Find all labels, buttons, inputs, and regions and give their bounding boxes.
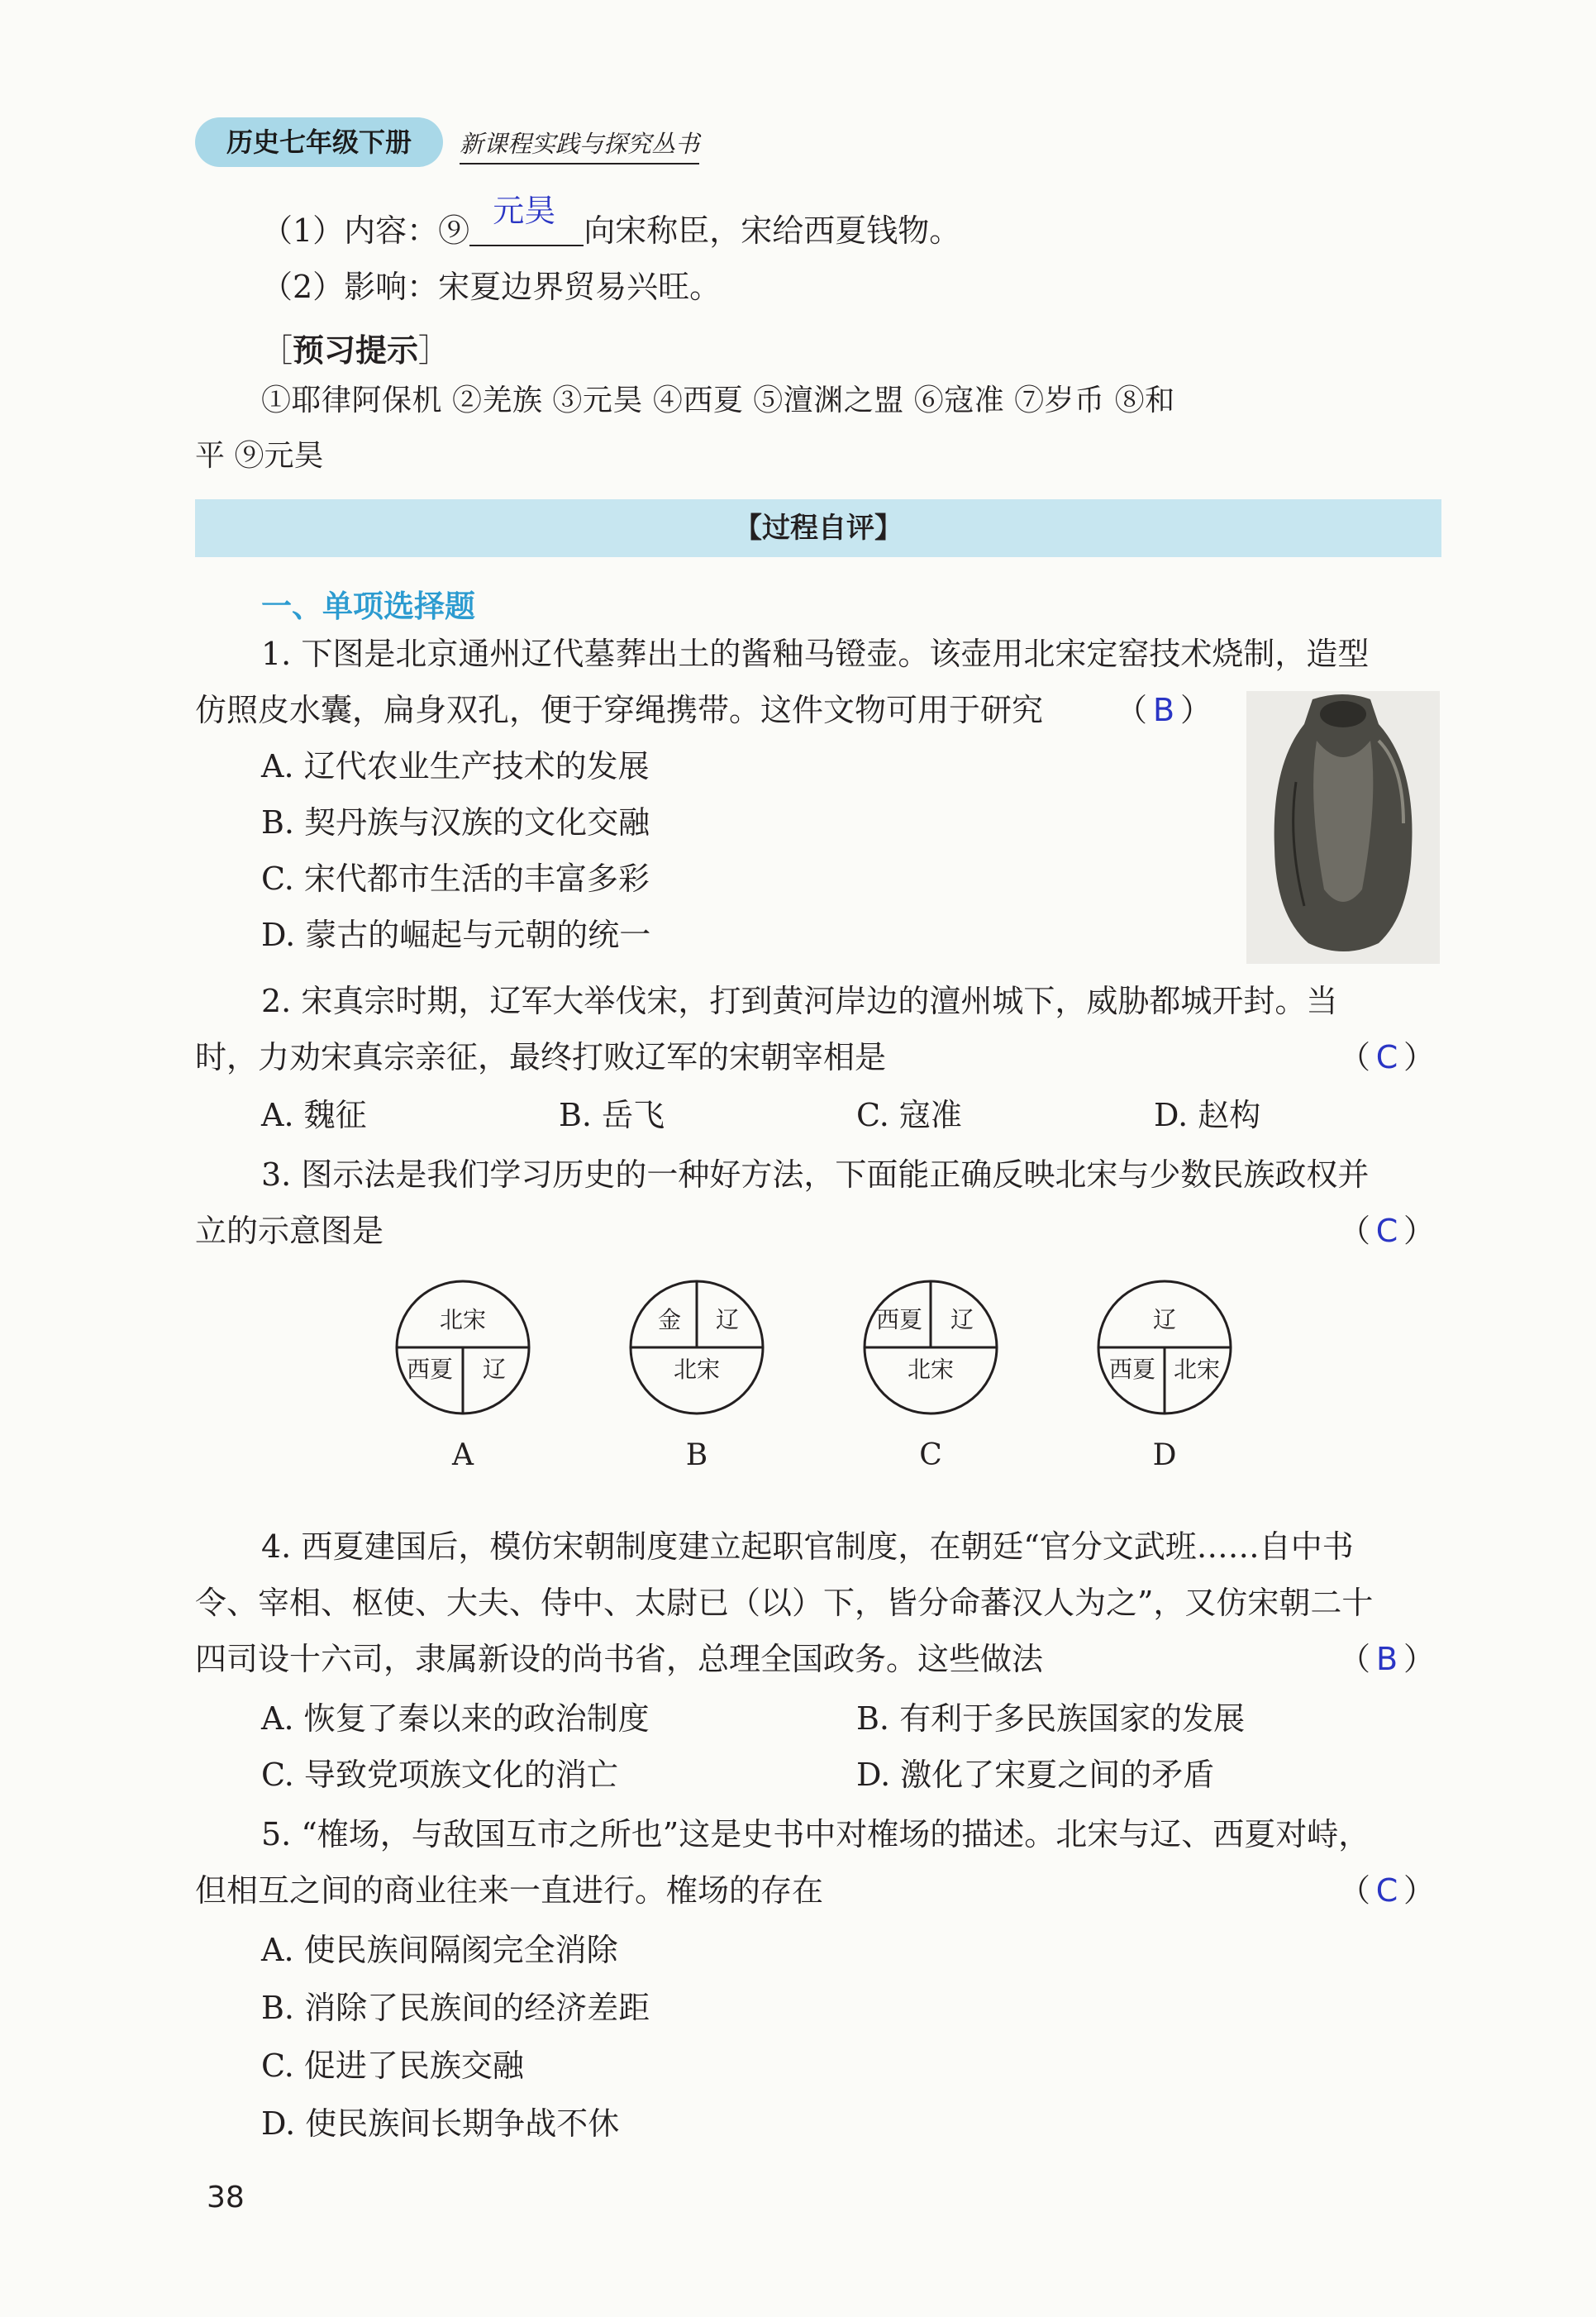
- diagram-d-label: D: [1152, 1438, 1177, 1472]
- q1-option-a: A. 辽代农业生产技术的发展: [261, 748, 650, 784]
- diagram-b-label: B: [685, 1438, 708, 1472]
- diagram-a-left: 西夏: [406, 1356, 454, 1383]
- q5-option-b: B. 消除了民族间的经济差距: [261, 1990, 650, 2026]
- q1-option-b: B. 契丹族与汉族的文化交融: [261, 804, 650, 841]
- q4-option-c: C. 导致党项族文化的消亡: [261, 1757, 618, 1793]
- diagram-c-label: C: [919, 1438, 942, 1472]
- section-heading: 一、单项选择题: [261, 589, 475, 624]
- preview-label: [261, 325, 450, 370]
- page-number: 38: [207, 2181, 245, 2214]
- preview-line-2: 平 ⑨元昊: [195, 439, 324, 473]
- bracket-close: ］: [418, 332, 450, 369]
- q4-option-d: D. 激化了宋夏之间的矛盾: [856, 1757, 1215, 1793]
- q2-answer-paren: （ C ）: [1339, 1039, 1436, 1075]
- stirrup-pot-image: [1246, 691, 1440, 964]
- q5-line-2: 但相互之间的商业往来一直进行。榷场的存在: [195, 1872, 824, 1909]
- q4-option-a: A. 恢复了秦以来的政治制度: [261, 1700, 650, 1737]
- preview-label-text: 预习提示: [293, 332, 419, 369]
- diagram-d-left: 西夏: [1108, 1356, 1156, 1383]
- polity-diagrams: [380, 1273, 1289, 1488]
- q2-option-d: D. 赵构: [1154, 1097, 1261, 1133]
- diagram-a-right: 辽: [482, 1356, 507, 1383]
- q2-line-2: 时，力劝宋真宗亲征，最终打败辽军的宋朝宰相是: [195, 1039, 887, 1075]
- diagram-b-bottom: 北宋: [673, 1356, 721, 1383]
- series-title: 新课程实践与探究丛书: [460, 126, 699, 164]
- diagram-c-right: 辽: [950, 1306, 974, 1333]
- book-title-tab: 历史七年级下册: [195, 117, 443, 167]
- diagram-d-top: 辽: [1152, 1306, 1177, 1333]
- q1-option-d: D. 蒙古的崛起与元朝的统一: [261, 917, 651, 953]
- q3-answer-paren: （ C ）: [1339, 1213, 1436, 1249]
- q3-line-2: 立的示意图是: [195, 1213, 384, 1249]
- content-prefix: （1）内容：⑨: [261, 212, 470, 249]
- diagram-a-top: 北宋: [439, 1306, 487, 1333]
- q2-option-c: C. 寇准: [856, 1097, 962, 1133]
- diagram-b-left: 金: [657, 1306, 682, 1333]
- diagram-b-right: 辽: [715, 1306, 740, 1333]
- q2-option-a: A. 魏征: [261, 1097, 367, 1133]
- q5-option-d: D. 使民族间长期争战不休: [261, 2105, 620, 2142]
- q2-answer: C: [1375, 1039, 1398, 1075]
- content-line-1: [261, 193, 961, 249]
- q4-answer: B: [1375, 1641, 1398, 1677]
- q5-option-c: C. 促进了民族交融: [261, 2048, 524, 2084]
- blank-answer: 元昊: [493, 193, 556, 229]
- q1-answer: B: [1152, 692, 1175, 728]
- diagram-c: [865, 1281, 997, 1472]
- content-line-2: （2）影响：宋夏边界贸易兴旺。: [261, 269, 722, 305]
- stirrup-pot-photo: [1246, 691, 1440, 964]
- q1-line-1: 1. 下图是北京通州辽代墓葬出土的酱釉马镫壶。该壶用北宋定窑技术烧制，造型: [261, 636, 1370, 672]
- preview-line-1: ①耶律阿保机 ②羌族 ③元昊 ④西夏 ⑤澶渊之盟 ⑥寇准 ⑦岁币 ⑧和: [261, 384, 1175, 417]
- q1-line-2: 仿照皮水囊，扁身双孔，便于穿绳携带。这件文物可用于研究: [195, 692, 1044, 728]
- q4-line-2: 令、宰相、枢使、大夫、侍中、太尉已（以）下，皆分命蕃汉人为之”，又仿宋朝二十: [195, 1585, 1374, 1621]
- content-suffix: 向宋称臣，宋给西夏钱物。: [584, 212, 961, 249]
- q4-option-b: B. 有利于多民族国家的发展: [856, 1700, 1246, 1737]
- q5-answer-paren: （ C ）: [1339, 1872, 1436, 1909]
- q1-answer-paren: （ B ）: [1116, 692, 1212, 728]
- q2-line-1: 2. 宋真宗时期，辽军大举伐宋，打到黄河岸边的澶州城下，威胁都城开封。当: [261, 983, 1338, 1019]
- section-title-bar: 【过程自评】: [195, 499, 1441, 557]
- q5-answer: C: [1375, 1872, 1398, 1909]
- q5-line-1: 5. “榷场，与敌国互市之所也”这是史书中对榷场的描述。北宋与辽、西夏对峙，: [261, 1816, 1370, 1852]
- diagram-b: [631, 1281, 763, 1472]
- q3-line-1: 3. 图示法是我们学习历史的一种好方法，下面能正确反映北宋与少数民族政权并: [261, 1156, 1370, 1193]
- diagram-d-right: 北宋: [1173, 1356, 1221, 1383]
- diagram-c-left: 西夏: [875, 1306, 923, 1333]
- q1-option-c: C. 宋代都市生活的丰富多彩: [261, 861, 650, 897]
- q4-line-3: 四司设十六司，隶属新设的尚书省，总理全国政务。这些做法: [195, 1641, 1044, 1677]
- q2-option-b: B. 岳飞: [559, 1097, 665, 1133]
- q4-line-1: 4. 西夏建国后，模仿宋朝制度建立起职官制度，在朝廷“官分文武班……自中书: [261, 1528, 1354, 1565]
- q3-answer: C: [1375, 1213, 1398, 1249]
- bracket-open: ［: [261, 332, 293, 369]
- q5-option-a: A. 使民族间隔阂完全消除: [261, 1932, 618, 1968]
- diagram-a: [397, 1281, 529, 1472]
- diagram-c-bottom: 北宋: [907, 1356, 955, 1383]
- q4-answer-paren: （ B ）: [1339, 1641, 1436, 1677]
- answer-blank: [469, 193, 584, 246]
- diagram-d: [1098, 1281, 1231, 1472]
- diagram-a-label: A: [452, 1438, 474, 1472]
